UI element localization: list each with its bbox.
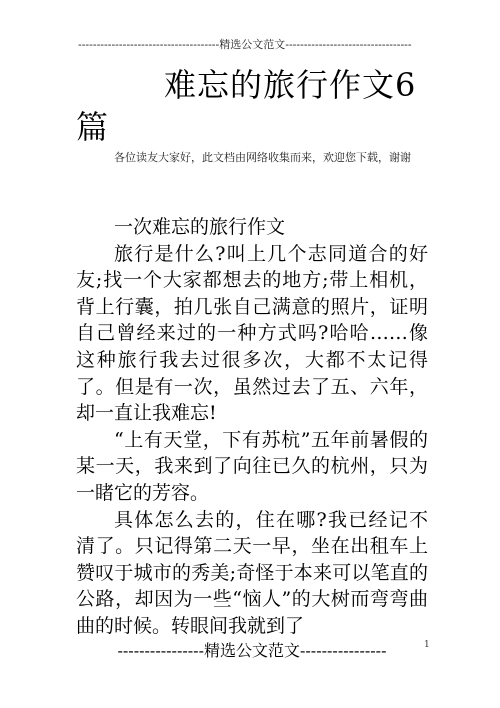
footer-banner: ----------------精选公文范文---------------- bbox=[117, 641, 387, 660]
body-paragraph: 一次难忘的旅行作文 bbox=[114, 216, 286, 238]
page-number: 1 bbox=[424, 640, 430, 650]
document-body bbox=[76, 214, 428, 640]
document-intro: 各位读友大家好，此文档由网络收集而来，欢迎您下载，谢谢 bbox=[114, 151, 411, 164]
document-title: 难忘的旅行作文6篇 bbox=[76, 66, 417, 146]
body-paragraph: 旅行是什么?叫上几个志同道合的好友;找一个大家都想去的地方;带上相机，背上行囊，拍几张自己满意的照片，证明自己曾经来过的一种方式吗?哈哈……像这种旅行我去过很多次，大都不太记得了。但是有一次，虽然过去了五、六年，却一直让我难忘! bbox=[76, 242, 428, 425]
body-paragraph: “上有天堂，下有苏杭”五年前暑假的某一天，我来到了向往已久的杭州，只为一睹它的芳容。 bbox=[76, 428, 428, 504]
header-banner: --------------------------------------精选公文范文---------------------------------- bbox=[78, 38, 412, 51]
body-paragraph: 具体怎么去的，住在哪?我已经记不清了。只记得第二天一早，坐在出租车上赞叹于城市的秀美;奇怪于本来可以笔直的公路，却因为一些“恼人”的大树而弯弯曲曲的时候。转眼间我就到了 bbox=[76, 508, 428, 637]
